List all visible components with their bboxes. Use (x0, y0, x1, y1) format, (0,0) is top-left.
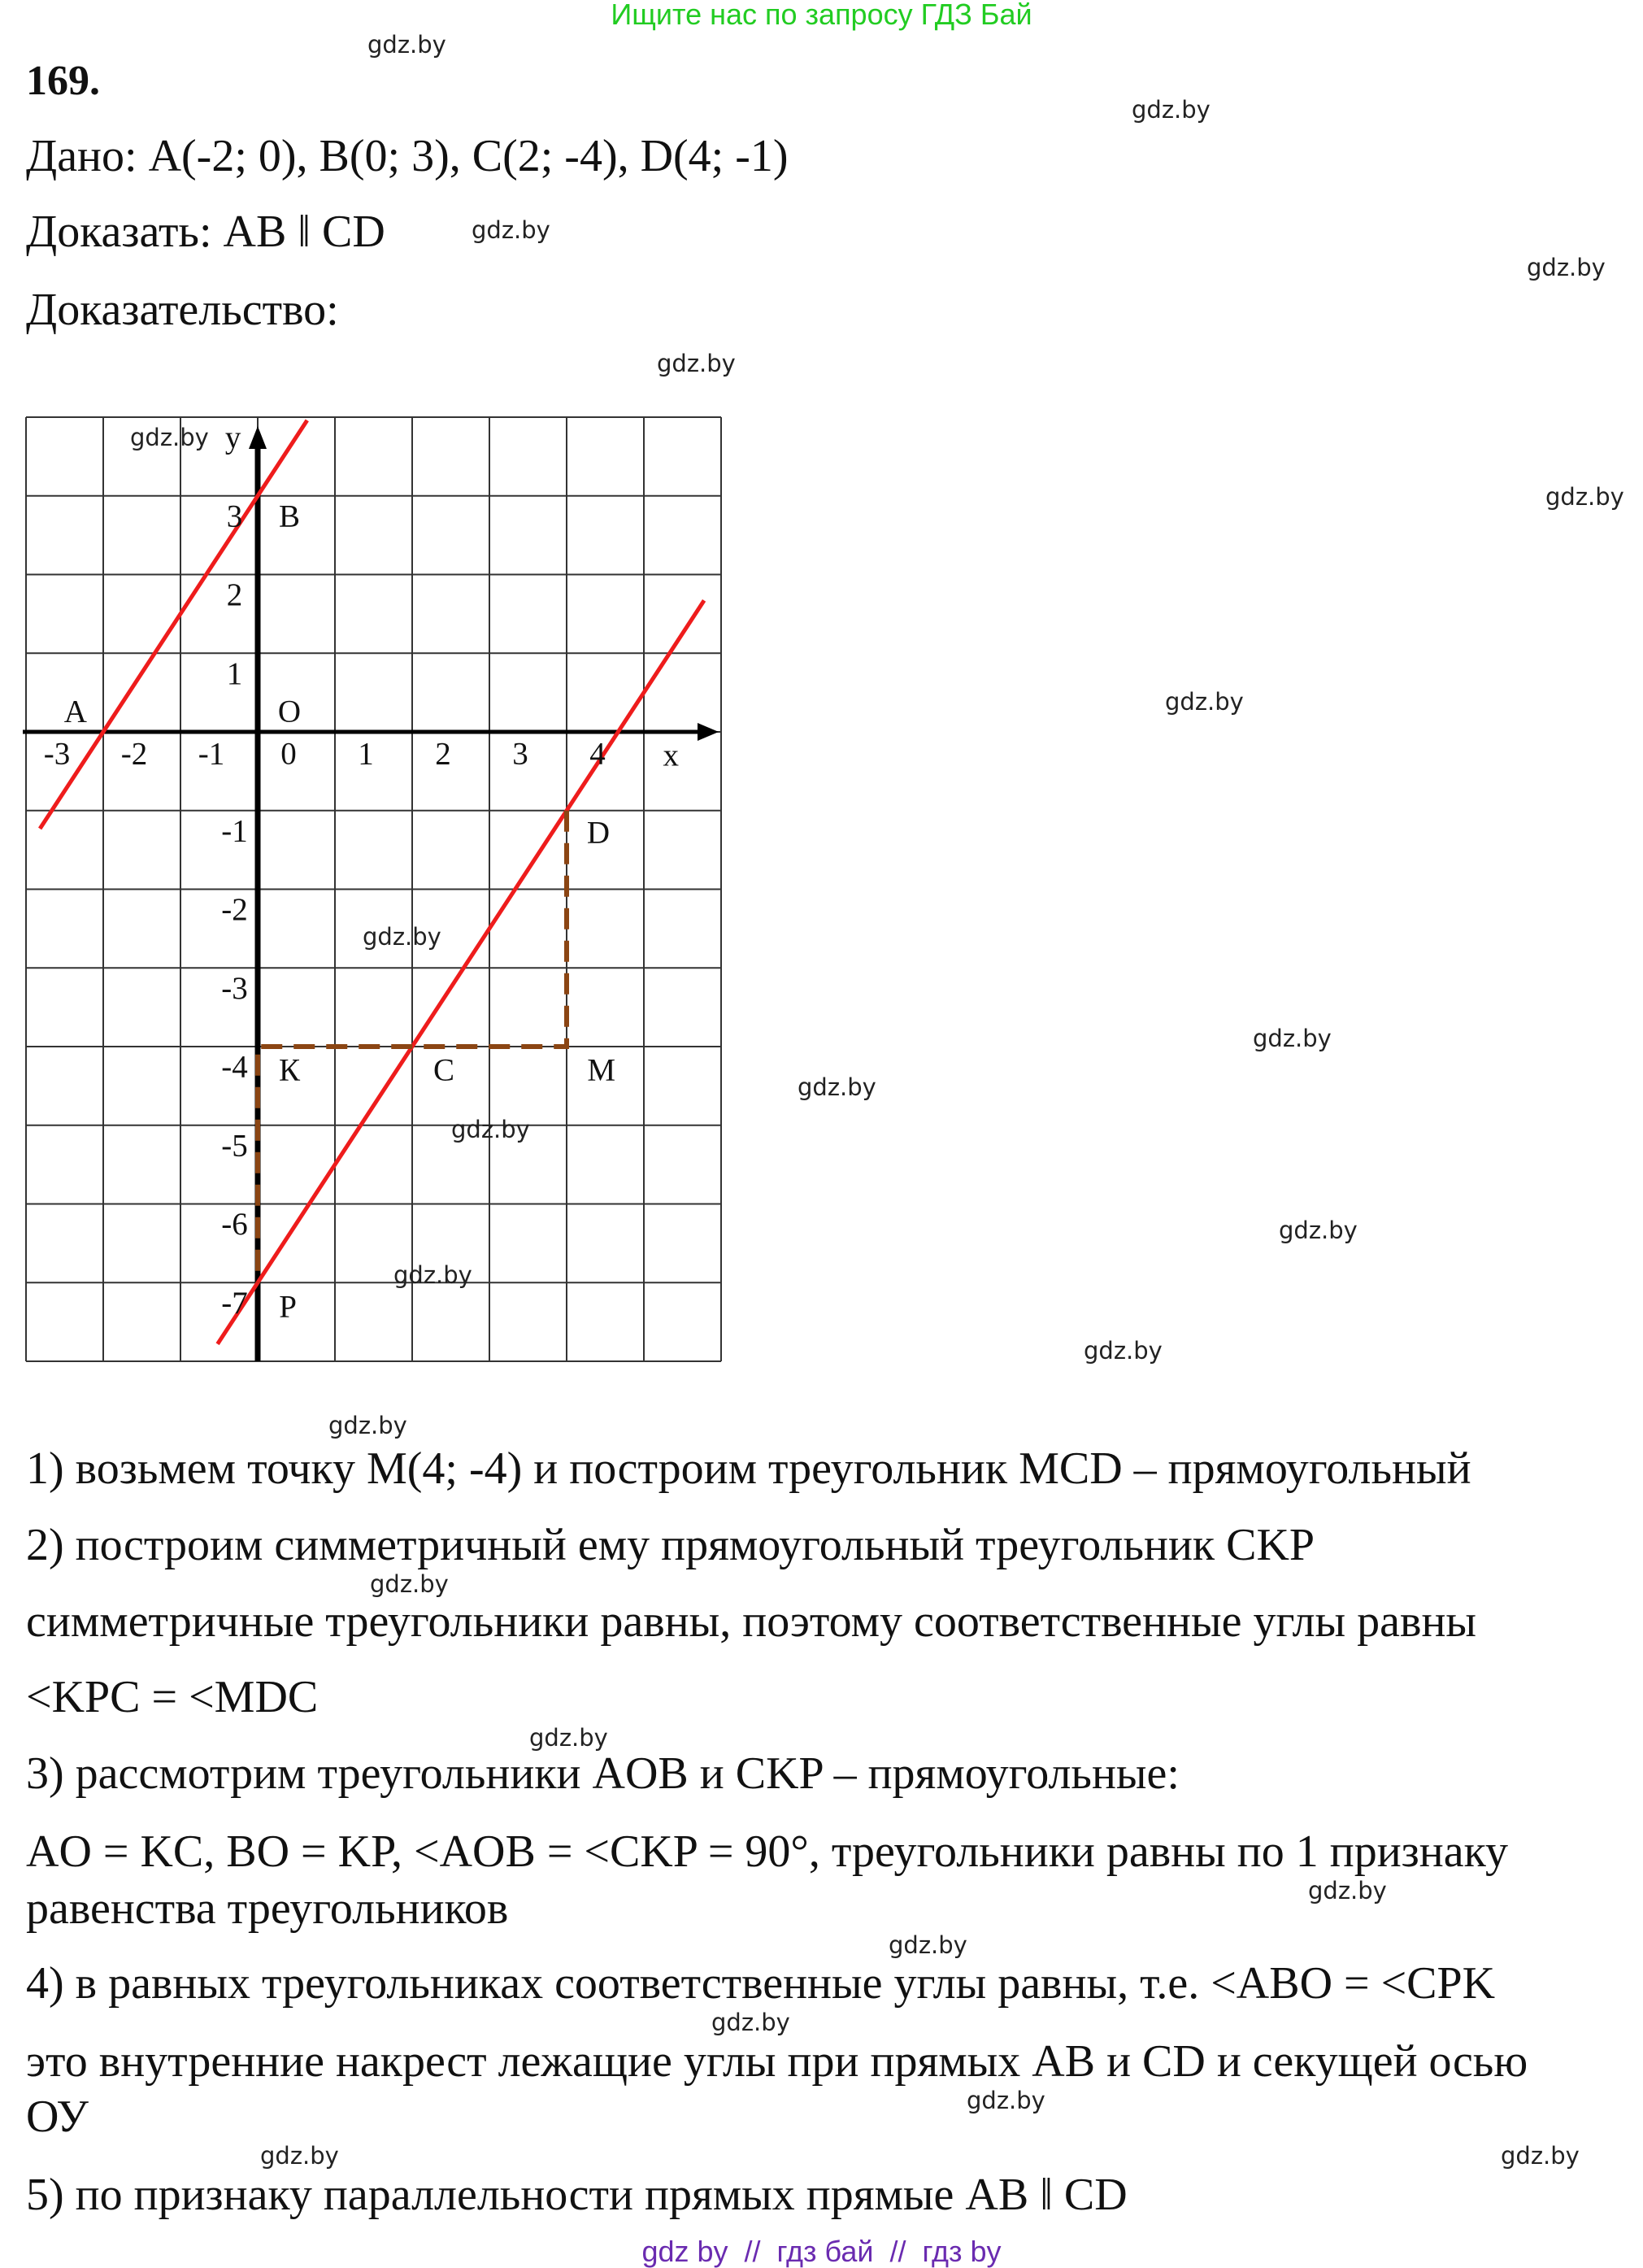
watermark: gdz.by (529, 1724, 608, 1752)
proof-step: AO = KC, BO = KP, <AOB = <CKP = 90°, треугольники равны по 1 признаку (26, 1826, 1509, 1877)
x-tick-label: 3 (512, 736, 528, 772)
point-label-d: D (586, 815, 611, 851)
x-tick-label: 2 (435, 736, 451, 772)
y-tick-label: -3 (221, 970, 248, 1006)
y-tick-label: -6 (221, 1207, 248, 1243)
watermark: gdz.by (657, 350, 736, 377)
x-tick-label: -2 (120, 736, 148, 772)
y-axis-label: y (224, 420, 241, 455)
watermark: gdz.by (1084, 1337, 1163, 1365)
x-tick-label: -3 (43, 736, 71, 772)
given: Дано: A(-2; 0), B(0; 3), C(2; -4), D(4; -1) (26, 131, 789, 181)
watermark: gdz.by (1308, 1877, 1387, 1905)
point-label-o: O (277, 694, 302, 729)
y-tick-label: -1 (221, 813, 248, 849)
proof-step: это внутренние накрест лежащие углы при прямых AB и CD и секущей осью (26, 2036, 1528, 2087)
point-label-b: B (278, 498, 300, 534)
proof-step: <KPC = <MDC (26, 1672, 319, 1722)
proof-step: равенства треугольников (26, 1883, 509, 1934)
x-tick-label: 4 (589, 736, 606, 772)
y-tick-label: 1 (226, 655, 243, 691)
proof-step: 4) в равных треугольниках соответственные углы равны, т.е. <ABO = <CPK (26, 1958, 1496, 2009)
watermark: gdz.by (472, 216, 550, 244)
watermark: gdz.by (1279, 1217, 1358, 1244)
watermark: gdz.by (393, 1261, 472, 1289)
watermark: gdz.by (1545, 483, 1624, 511)
y-tick-label: -5 (221, 1128, 248, 1164)
proof-heading: Доказательство: (26, 285, 339, 335)
watermark: gdz.by (1132, 96, 1211, 124)
point-label-m: M (587, 1052, 616, 1088)
y-tick-label: -7 (221, 1285, 248, 1321)
watermark: gdz.by (1501, 2142, 1580, 2170)
proof-step: 5) по признаку параллельности прямых прямые AB ǁ CD (26, 2170, 1128, 2220)
watermark: gdz.by (451, 1116, 530, 1143)
watermark: gdz.by (1165, 688, 1244, 716)
point-label-c: C (432, 1052, 454, 1088)
y-tick-label: -2 (221, 892, 248, 928)
prove: Доказать: AB ǁ CD (26, 207, 385, 257)
proof-step: 2) построим симметричный ему прямоугольный треугольник CKP (26, 1520, 1315, 1570)
watermark: gdz.by (889, 1931, 967, 1959)
watermark: gdz.by (1253, 1025, 1332, 1052)
point-label-a: A (63, 694, 87, 729)
watermark: gdz.by (798, 1073, 876, 1101)
problem-number: 169. (26, 58, 100, 104)
y-tick-label: 2 (226, 577, 243, 613)
watermark: gdz.by (711, 2009, 790, 2036)
watermark: gdz.by (370, 1570, 449, 1598)
footer-links[interactable]: gdz by // гдз бай // гдз by (641, 2235, 1002, 2268)
watermark: gdz.by (967, 2087, 1045, 2114)
x-axis-arrow-icon (698, 723, 719, 741)
x-axis-label: x (663, 738, 679, 773)
watermark: gdz.by (1527, 254, 1606, 281)
x-tick-label: -1 (198, 736, 225, 772)
watermark: gdz.by (363, 923, 441, 951)
point-label-k: К (278, 1052, 300, 1088)
point-label-p: P (279, 1289, 297, 1325)
series-line-ab (40, 420, 307, 829)
watermark: gdz.by (328, 1412, 407, 1439)
y-tick-label: -4 (221, 1049, 248, 1085)
proof-step: 3) рассмотрим треугольники AOB и CKP – прямоугольные: (26, 1748, 1180, 1799)
proof-step: 1) возьмем точку M(4; -4) и построим треугольник MCD – прямоугольный (26, 1443, 1471, 1494)
proof-step: ОУ (26, 2092, 89, 2142)
proof-step: симметричные треугольники равны, поэтому соответственные углы равны (26, 1596, 1477, 1647)
watermark: gdz.by (260, 2142, 339, 2170)
y-tick-label: 3 (226, 498, 243, 534)
x-tick-label: 0 (280, 736, 297, 772)
search-hint-banner[interactable]: Ищите нас по запросу ГДЗ Бай (611, 0, 1032, 31)
x-tick-label: 1 (358, 736, 374, 772)
watermark: gdz.by (367, 31, 446, 59)
watermark: gdz.by (130, 424, 209, 451)
y-axis-arrow-icon (249, 426, 267, 449)
